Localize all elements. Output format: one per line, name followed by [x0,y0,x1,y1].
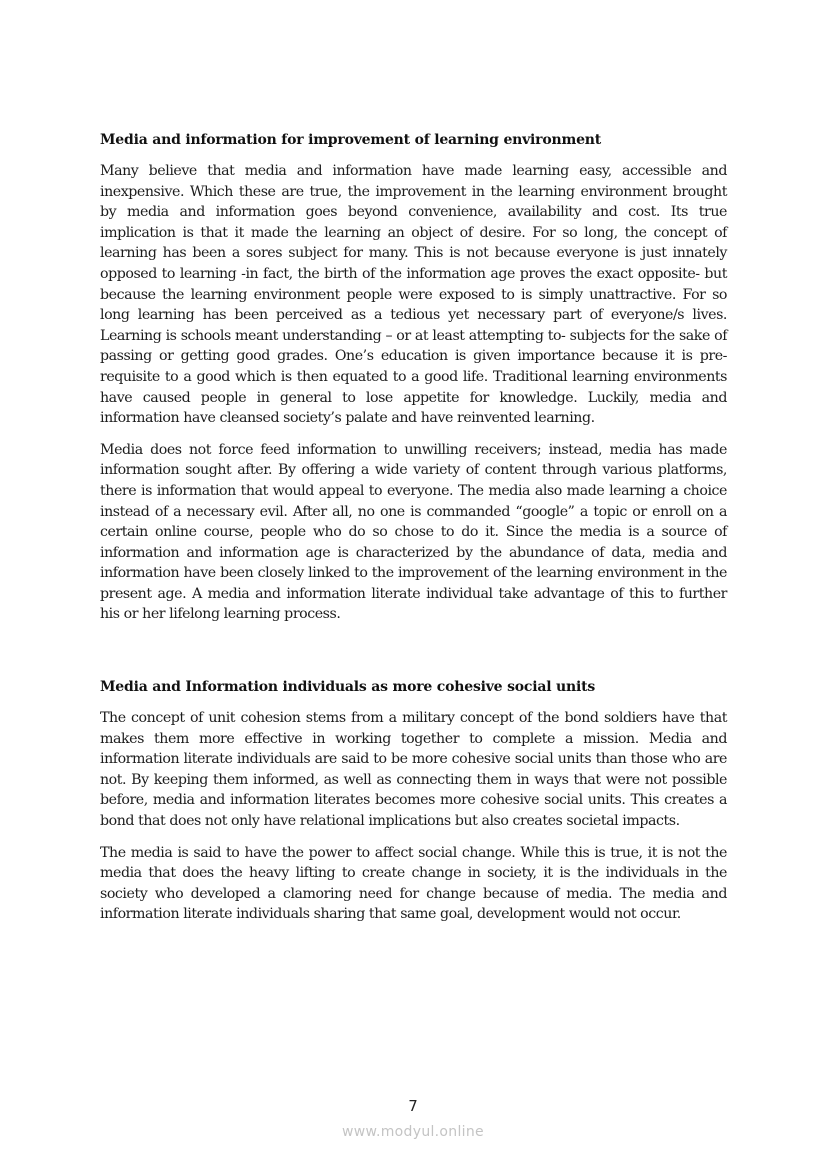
paragraph: The concept of unit cohesion stems from a military concept of the bond soldiers have that makes them more effective in working together to complete a mission. Media and information literate individuals are said to be more cohesive social units than those who are not. By keeping them informed, as well as connecting them in ways that were not possible before, media and information literates becomes more cohesive social units. This creates a bond that does not only have relational implications but also creates societal impacts. [100,710,727,830]
section-spacer [100,636,727,677]
paragraph: Media does not force feed information to unwilling receivers; instead, media has made information sought after. By offering a wide variety of content through various platforms, there is information that would appeal to everyone. The media also made learning a choice instead of a necessary evil. After all, no one is commanded “google” a topic or enroll on a certain online course, people who do so chose to do it. Since the media is a source of information and information age is characterized by the abundance of data, media and information have been closely linked to the improvement of the learning environment in the present age. A media and information literate individual take advantage of this to further his or her lifelong learning process. [100,441,727,623]
page-content [100,130,727,936]
section-heading: Media and Information individuals as more cohesive social units [100,679,596,696]
section-learning-environment [100,130,727,625]
section-cohesive-social-units [100,677,727,925]
section-heading: Media and information for improvement of learning environment [100,132,602,148]
paragraph: Many believe that media and information have made learning easy, accessible and inexpensive. Which these are true, the improvement in the learning environment brought by media and information goes beyond convenience, availability and cost. Its true implication is that it made the learning an object of desire. For so long, the concept of learning has been a sores subject for many. This is not because everyone is just innately opposed to learning -in fact, the birth of the information age proves the exact opposite- but because the learning environment people were exposed to is simply unattractive. For so long learning has been perceived as a tedious yet necessary part of everyone/s lives. Learning is schools meant understanding – or at least attempting to- subjects for the sake of passing or getting good grades. One’s education is given importance because it is pre-requisite to a good which is then equated to a good life. Traditional learning environments have caused people in general to lose appetite for knowledge. Luckily, media and information have cleansed society’s palate and have reinvented learning. [100,163,727,427]
page-number: 7 [408,1097,418,1115]
paragraph: The media is said to have the power to affect social change. While this is true, it is not the media that does the heavy lifting to create change in society, it is the individuals in the society who developed a clamoring need for change because of media. The media and information literate individuals sharing that same goal, development would not occur. [100,844,727,923]
watermark: www.modyul.online [342,1124,484,1140]
